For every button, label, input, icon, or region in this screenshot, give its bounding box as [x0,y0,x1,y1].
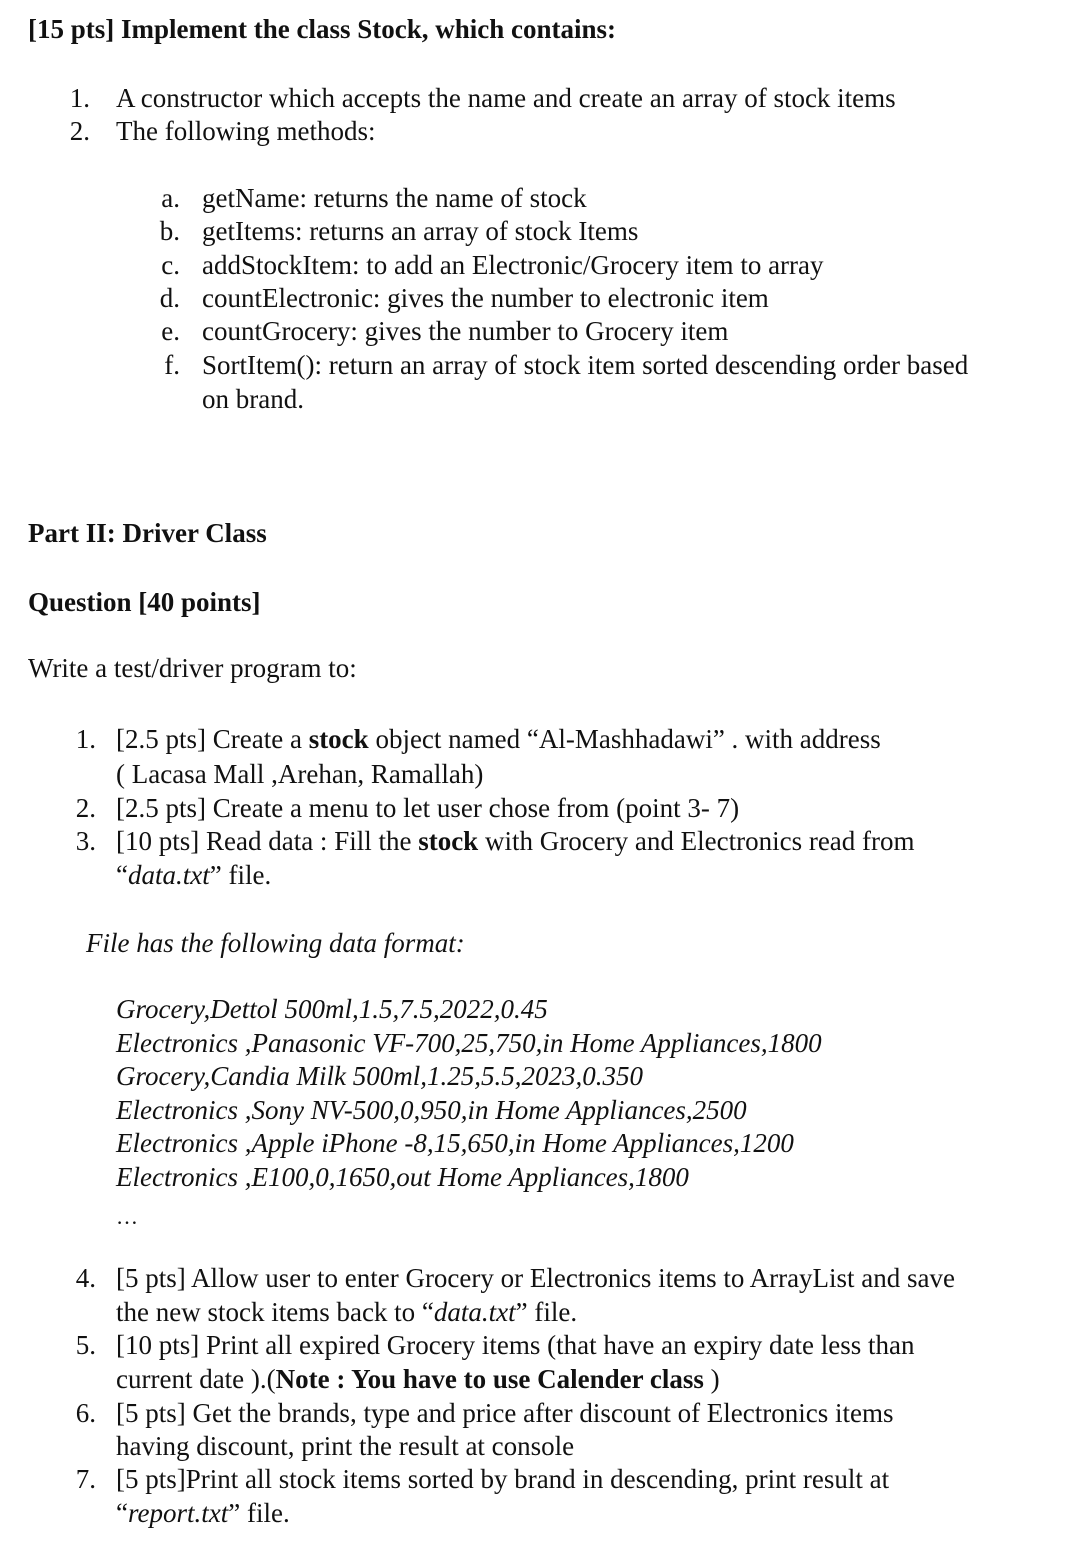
method-letter: f. [164,350,180,380]
method-letter: d. [159,283,180,313]
data-line: Electronics ,Apple iPhone -8,15,650,in Home Appliances,1200 [116,1128,794,1158]
list-number: 1. [69,83,90,113]
task-1-line-2: ( Lacasa Mall ,Arehan, Ramallah) [116,759,484,789]
task-1-line-1: [2.5 pts] Create a stock object named “Al-Mashhadawi” . with address [116,724,881,754]
task-3-line-2: “data.txt” file. [116,860,272,890]
task-6-line-1: [5 pts] Get the brands, type and price after discount of Electronics items [116,1398,894,1428]
question-heading: Question [40 points] [28,587,261,617]
intro-text: Write a test/driver program to: [28,653,357,683]
data-line: Grocery,Candia Milk 500ml,1.25,5.5,2023,0.350 [116,1061,643,1091]
task-number: 3. [75,826,96,856]
task-4-line-2: the new stock items back to “data.txt” file. [116,1297,578,1327]
method-text: addStockItem: to add an Electronic/Grocery item to array [202,250,824,280]
task-6-line-2: having discount, print the result at console [116,1431,575,1461]
method-letter: e. [161,316,180,346]
task-7-line-2: “report.txt” file. [116,1498,290,1528]
data-line: Electronics ,Sony NV-500,0,950,in Home Appliances,2500 [116,1095,747,1125]
data-line: Electronics ,Panasonic VF-700,25,750,in Home Appliances,1800 [116,1028,822,1058]
method-text: countElectronic: gives the number to electronic item [202,283,769,313]
method-text: countGrocery: gives the number to Grocery item [202,316,729,346]
list-number: 2. [69,116,90,146]
task-number: 6. [75,1398,96,1428]
method-text: getItems: returns an array of stock Items [202,216,639,246]
list-item-text: The following methods: [116,116,376,146]
method-letter: c. [161,250,180,280]
method-text-continued: on brand. [202,384,304,414]
list-item-text: A constructor which accepts the name and create an array of stock items [116,83,896,113]
task-3-line-1: [10 pts] Read data : Fill the stock with Grocery and Electronics read from [116,826,915,856]
part-heading: Part II: Driver Class [28,518,267,548]
section-heading-stock: [15 pts] Implement the class Stock, which contains: [28,14,617,44]
task-number: 5. [75,1330,96,1360]
task-7-line-1: [5 pts]Print all stock items sorted by brand in descending, print result at [116,1464,890,1494]
task-5-line-2: current date ).(Note : You have to use Calender class ) [116,1364,720,1394]
file-format-label: File has the following data format: [86,928,465,958]
task-number: 1. [75,724,96,754]
ellipsis: … [116,1204,138,1229]
task-5-line-1: [10 pts] Print all expired Grocery items (that have an expiry date less than [116,1330,915,1360]
method-text: getName: returns the name of stock [202,183,587,213]
task-number: 2. [75,793,96,823]
task-4-line-1: [5 pts] Allow user to enter Grocery or Electronics items to ArrayList and save [116,1263,956,1293]
method-letter: b. [159,216,180,246]
task-number: 4. [75,1263,96,1293]
data-line: Grocery,Dettol 500ml,1.5,7.5,2022,0.45 [116,994,548,1024]
method-text: SortItem(): return an array of stock item sorted descending order based [202,350,969,380]
data-line: Electronics ,E100,0,1650,out Home Appliances,1800 [116,1162,689,1192]
method-letter: a. [161,183,180,213]
task-2-text: [2.5 pts] Create a menu to let user chose from (point 3- 7) [116,793,740,823]
task-number: 7. [75,1464,96,1494]
